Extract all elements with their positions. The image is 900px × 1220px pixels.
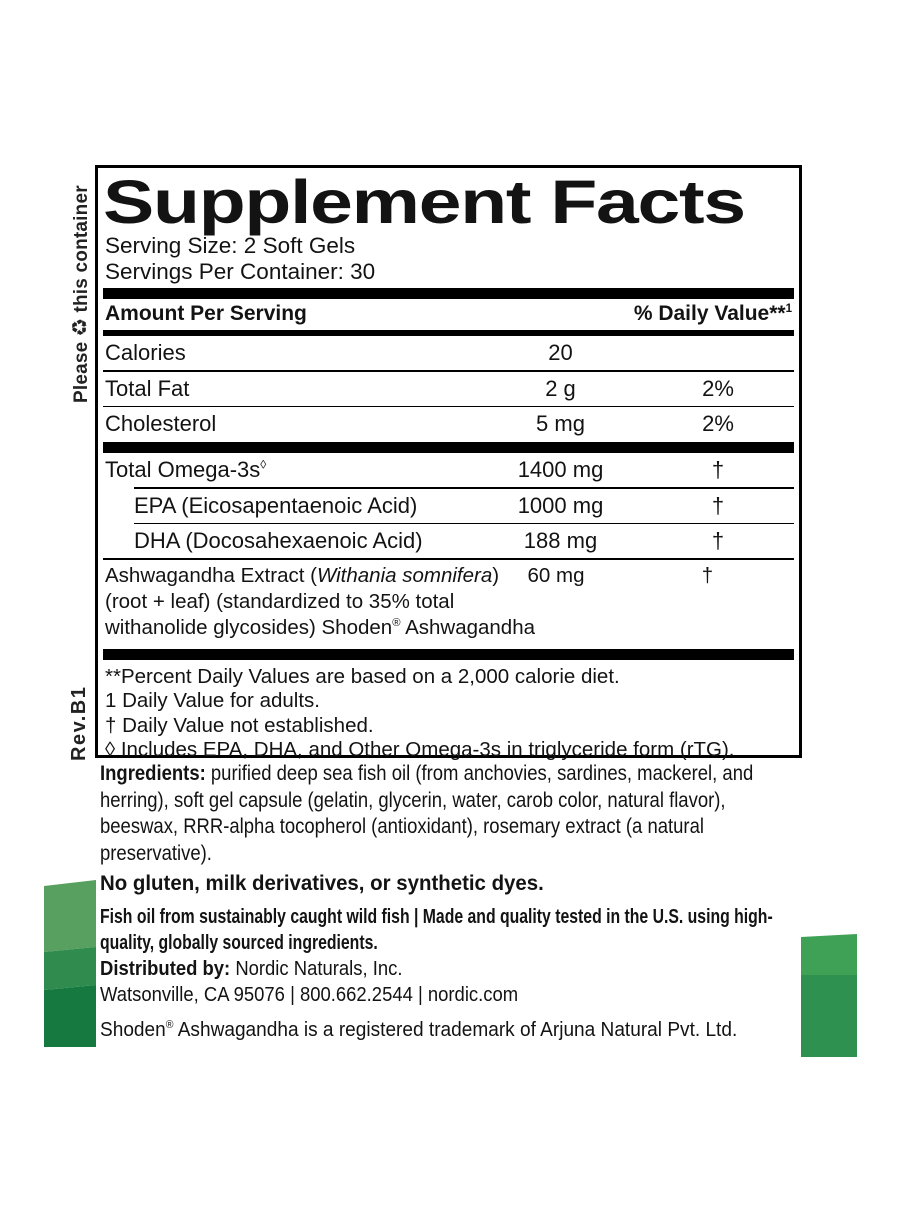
dv-footnote-marker: 1 (785, 302, 792, 315)
nutrient-amount: 5 mg (536, 411, 585, 436)
divider-thick (103, 649, 794, 660)
revision-code: Rev.B1 (68, 685, 90, 761)
ashwagandha-line3: withanolide glycosides) Shoden® Ashwagandha (105, 615, 536, 639)
leaf-left-band-mid (44, 947, 96, 990)
footnote-daily-values: **Percent Daily Values are based on a 2,000 calorie diet. (105, 664, 620, 688)
registered-mark: ® (165, 1019, 174, 1032)
nutrient-amount: 188 mg (523, 528, 598, 553)
panel-title: Supplement Facts (103, 168, 745, 236)
nutrient-row-total-fat (98, 372, 799, 406)
quality-statement: Fish oil from sustainably caught wild fish | Made and quality tested in the U.S. using high-quality, globally sourced ingredients. (100, 905, 773, 954)
serving-size: Serving Size: 2 Soft Gels (105, 233, 356, 258)
nutrient-label: Total Fat (105, 375, 190, 401)
leaf-left-band-bottom (44, 985, 96, 1047)
nutrient-row-dha (98, 524, 799, 558)
ingredients-text: Ingredients: purified deep sea fish oil (from anchovies, sardines, mackerel, and herring), soft gel capsule (gelatin, glycerin, water, carob color, natural flavor), beeswax, RRR-alpha tocopherol (antioxidant), rosemary extract (a natural preservative). (100, 762, 754, 865)
nutrient-amount: 2 g (545, 375, 576, 401)
column-header-amount: Amount Per Serving (105, 301, 307, 325)
nutrient-label: Total Omega-3s◊ (105, 457, 267, 482)
ashwagandha-line1: Ashwagandha Extract (Withania somnifera) (105, 563, 500, 587)
nutrient-row-ashwagandha (98, 560, 799, 645)
nutrient-dv: 2% (702, 411, 734, 436)
ashwagandha-line2: (root + leaf) (standardized to 35% total (105, 589, 455, 613)
distributor-line (100, 957, 478, 981)
servings-per-container: Servings Per Container: 30 (105, 258, 376, 284)
nutrient-dv: † (711, 492, 725, 518)
recycle-icon: ♻ (69, 317, 92, 337)
column-header-row (98, 299, 799, 328)
omega-footnote-marker: ◊ (260, 457, 267, 472)
botanical-name: Withania somnifera (316, 563, 493, 587)
nutrient-amount: 1400 mg (517, 457, 604, 482)
footnotes (105, 665, 792, 763)
trademark-line: Shoden® Ashwagandha is a registered trademark of Arjuna Natural Pvt. Ltd. (100, 1018, 738, 1041)
nutrient-dv: † (711, 528, 725, 553)
registered-mark: ® (392, 616, 401, 629)
divider-thick (103, 288, 794, 299)
nutrient-label: DHA (Docosahexaenoic Acid) (134, 528, 423, 553)
distributor-label: Distributed by: (100, 957, 231, 980)
leaf-left-band-top (44, 880, 96, 952)
nutrient-label (98, 563, 536, 641)
recycle-note-after: this container (71, 185, 92, 313)
address-line: Watsonville, CA 95076 | 800.662.2544 | nordic.com (100, 983, 519, 1006)
nutrient-amount: 20 (548, 340, 573, 365)
nutrient-label: Calories (105, 340, 186, 365)
nutrient-row-total-omega3 (98, 453, 799, 487)
column-header-dv: % Daily Value**$^1$ (633, 301, 792, 325)
nutrient-row-epa (98, 489, 799, 523)
divider-thick (103, 442, 794, 453)
footnote-diamond: ◊ Includes EPA, DHA, and Other Omega-3s in triglyceride form (rTG). (105, 738, 735, 761)
nutrient-dv: † (701, 563, 714, 587)
leaf-right-band-bottom (801, 975, 857, 1057)
footnote-adults: 1 Daily Value for adults. (105, 689, 320, 712)
recycle-note-before: Please (71, 341, 92, 403)
nutrient-amount: 1000 mg (517, 492, 604, 518)
allergen-statement: No gluten, milk derivatives, or synthetic dyes. (100, 871, 544, 895)
distributor-value: Nordic Naturals, Inc. (230, 957, 403, 980)
nutrient-amount: 60 mg (527, 563, 585, 587)
supplement-facts-panel (95, 165, 802, 761)
leaf-accent-left (44, 877, 96, 1047)
nutrient-dv: † (711, 457, 725, 482)
ingredients-label: Ingredients: (100, 762, 206, 785)
leaf-accent-right (801, 934, 857, 1057)
nutrient-row-calories (98, 336, 799, 370)
footnote-dagger: † Daily Value not established. (105, 713, 374, 737)
leaf-right-band-top (801, 934, 857, 975)
nutrient-label: EPA (Eicosapentaenoic Acid) (134, 492, 418, 518)
nutrient-row-cholesterol (98, 407, 799, 441)
nutrient-dv: 2% (702, 375, 734, 401)
recycle-note (68, 185, 93, 403)
nutrient-label: Cholesterol (105, 411, 217, 436)
